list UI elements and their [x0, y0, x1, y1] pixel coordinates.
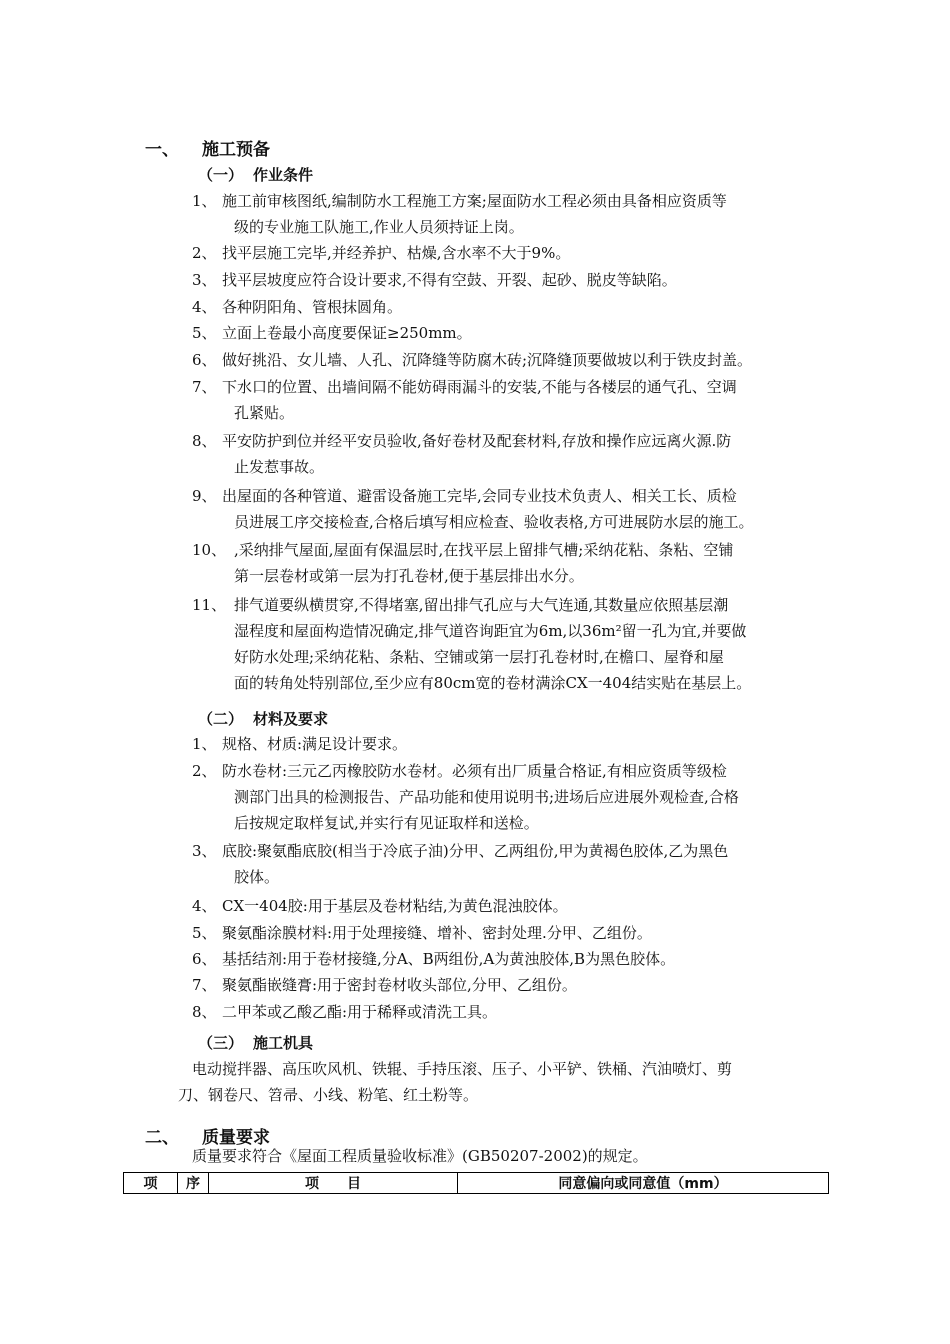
subsection-heading-3 — [198, 1032, 313, 1053]
table-header-cell: 序 — [178, 1173, 209, 1194]
section-title: 质量要求 — [202, 1128, 270, 1148]
list-item: 5、 聚氨酯涂膜材料:用于处理接缝、增补、密封处理.分甲、乙组份。 — [192, 924, 652, 942]
list-item: 2、 找平层施工完毕,并经养护、枯燥,含水率不大于9%。 — [192, 244, 571, 262]
list-item: 3、 找平层坡度应符合设计要求,不得有空鼓、开裂、起砂、脱皮等缺陷。 — [192, 271, 677, 289]
tools-paragraph: 电动搅拌器、高压吹风机、铁辊、手持压滚、压子、小平铲、铁桶、汽油喷灯、剪 刀、钢卷尺、笤帚、小线、粉笔、红土粉等。 — [178, 1060, 733, 1104]
list-item: 9、 出屋面的各种管道、避雷设备施工完毕,会同专业技术负责人、相关工长、质检 员进展工序交接检查,合格后填写相应检查、验收表格,方可进展防水层的施工。 — [192, 487, 754, 531]
subsection-heading-1 — [198, 164, 313, 185]
list-item: 5、 立面上卷最小高度要保证≥250mm。 — [192, 324, 472, 342]
list-item: 4、 各种阴阳角、管根抹圆角。 — [192, 298, 403, 316]
quality-table — [123, 1172, 829, 1194]
subsection-title: 施工机具 — [253, 1034, 314, 1052]
list-item: 8、 平安防护到位并经平安员验收,备好卷材及配套材料,存放和操作应远离火源.防 止发惹事故。 — [192, 432, 732, 476]
subsection-number: （一） — [198, 166, 244, 184]
list-item: 2、 防水卷材:三元乙丙橡胶防水卷材。必须有出厂质量合格证,有相应资质等级检 测部门出具的检测报告、产品功能和使用说明书;进场后应进展外观检查,合格 后按规定取样复试,并实行有见证取样和送检。 — [192, 762, 739, 832]
table-header-row — [124, 1173, 829, 1194]
subsection-number: （二） — [198, 710, 244, 728]
section-number: 二、 — [145, 1128, 179, 1148]
subsection-title: 材料及要求 — [253, 710, 329, 728]
table-header-cell: 项 — [124, 1173, 178, 1194]
list-item: 3、 底胶:聚氨酯底胶(相当于冷底子油)分甲、乙两组份,甲为黄褐色胶体,乙为黑色 胶体。 — [192, 842, 729, 886]
subsection-heading-2 — [198, 708, 328, 729]
list-item: 7、 下水口的位置、出墙间隔不能妨碍雨漏斗的安装,不能与各楼层的通气孔、空调 孔紧贴。 — [192, 378, 737, 422]
quality-intro: 质量要求符合《屋面工程质量验收标准》(GB50207-2002)的规定。 — [192, 1147, 648, 1165]
list-item: 10、 ,采纳排气屋面,屋面有保温层时,在找平层上留排气槽;采纳花粘、条粘、空铺 第一层卷材或第一层为打孔卷材,便于基层排出水分。 — [192, 541, 734, 585]
section-number: 一、 — [145, 140, 179, 160]
list-item: 4、 CX一404胶:用于基层及卷材粘结,为黄色混浊胶体。 — [192, 897, 568, 915]
list-item: 1、 施工前审核图纸,编制防水工程施工方案;屋面防水工程必须由具备相应资质等 级的专业施工队施工,作业人员须持证上岗。 — [192, 192, 727, 236]
list-item: 6、 基括结剂:用于卷材接缝,分A、B两组份,A为黄浊胶体,B为黑色胶体。 — [192, 950, 676, 968]
list-item: 6、 做好挑沿、女儿墙、人孔、沉降缝等防腐木砖;沉降缝顶要做坡以利于铁皮封盖。 — [192, 351, 753, 369]
list-item: 11、 排气道要纵横贯穿,不得堵塞,留出排气孔应与大气连通,其数量应依照基层潮 湿程度和屋面构造情况确定,排气道咨询距宜为6m,以36m²留一孔为宜,并要做 好防水处理;采纳花粘、条粘、空铺或第一层打孔卷材时,在檐口、屋脊和屋 面的转角处特别部位,至少应有80cm宽的卷材满涂CX一404结实贴在基层上。 — [192, 596, 752, 692]
table-header-cell: 项 目 — [209, 1173, 458, 1194]
subsection-title: 作业条件 — [253, 166, 314, 184]
list-item: 8、 二甲苯或乙酸乙酯:用于稀释或清洗工具。 — [192, 1003, 498, 1021]
section-title: 施工预备 — [202, 140, 270, 160]
table-header-cell: 同意偏向或同意值（mm） — [458, 1173, 829, 1194]
list-item: 1、 规格、材质:满足设计要求。 — [192, 735, 408, 753]
subsection-number: （三） — [198, 1034, 244, 1052]
list-item: 7、 聚氨酯嵌缝膏:用于密封卷材收头部位,分甲、乙组份。 — [192, 976, 577, 994]
